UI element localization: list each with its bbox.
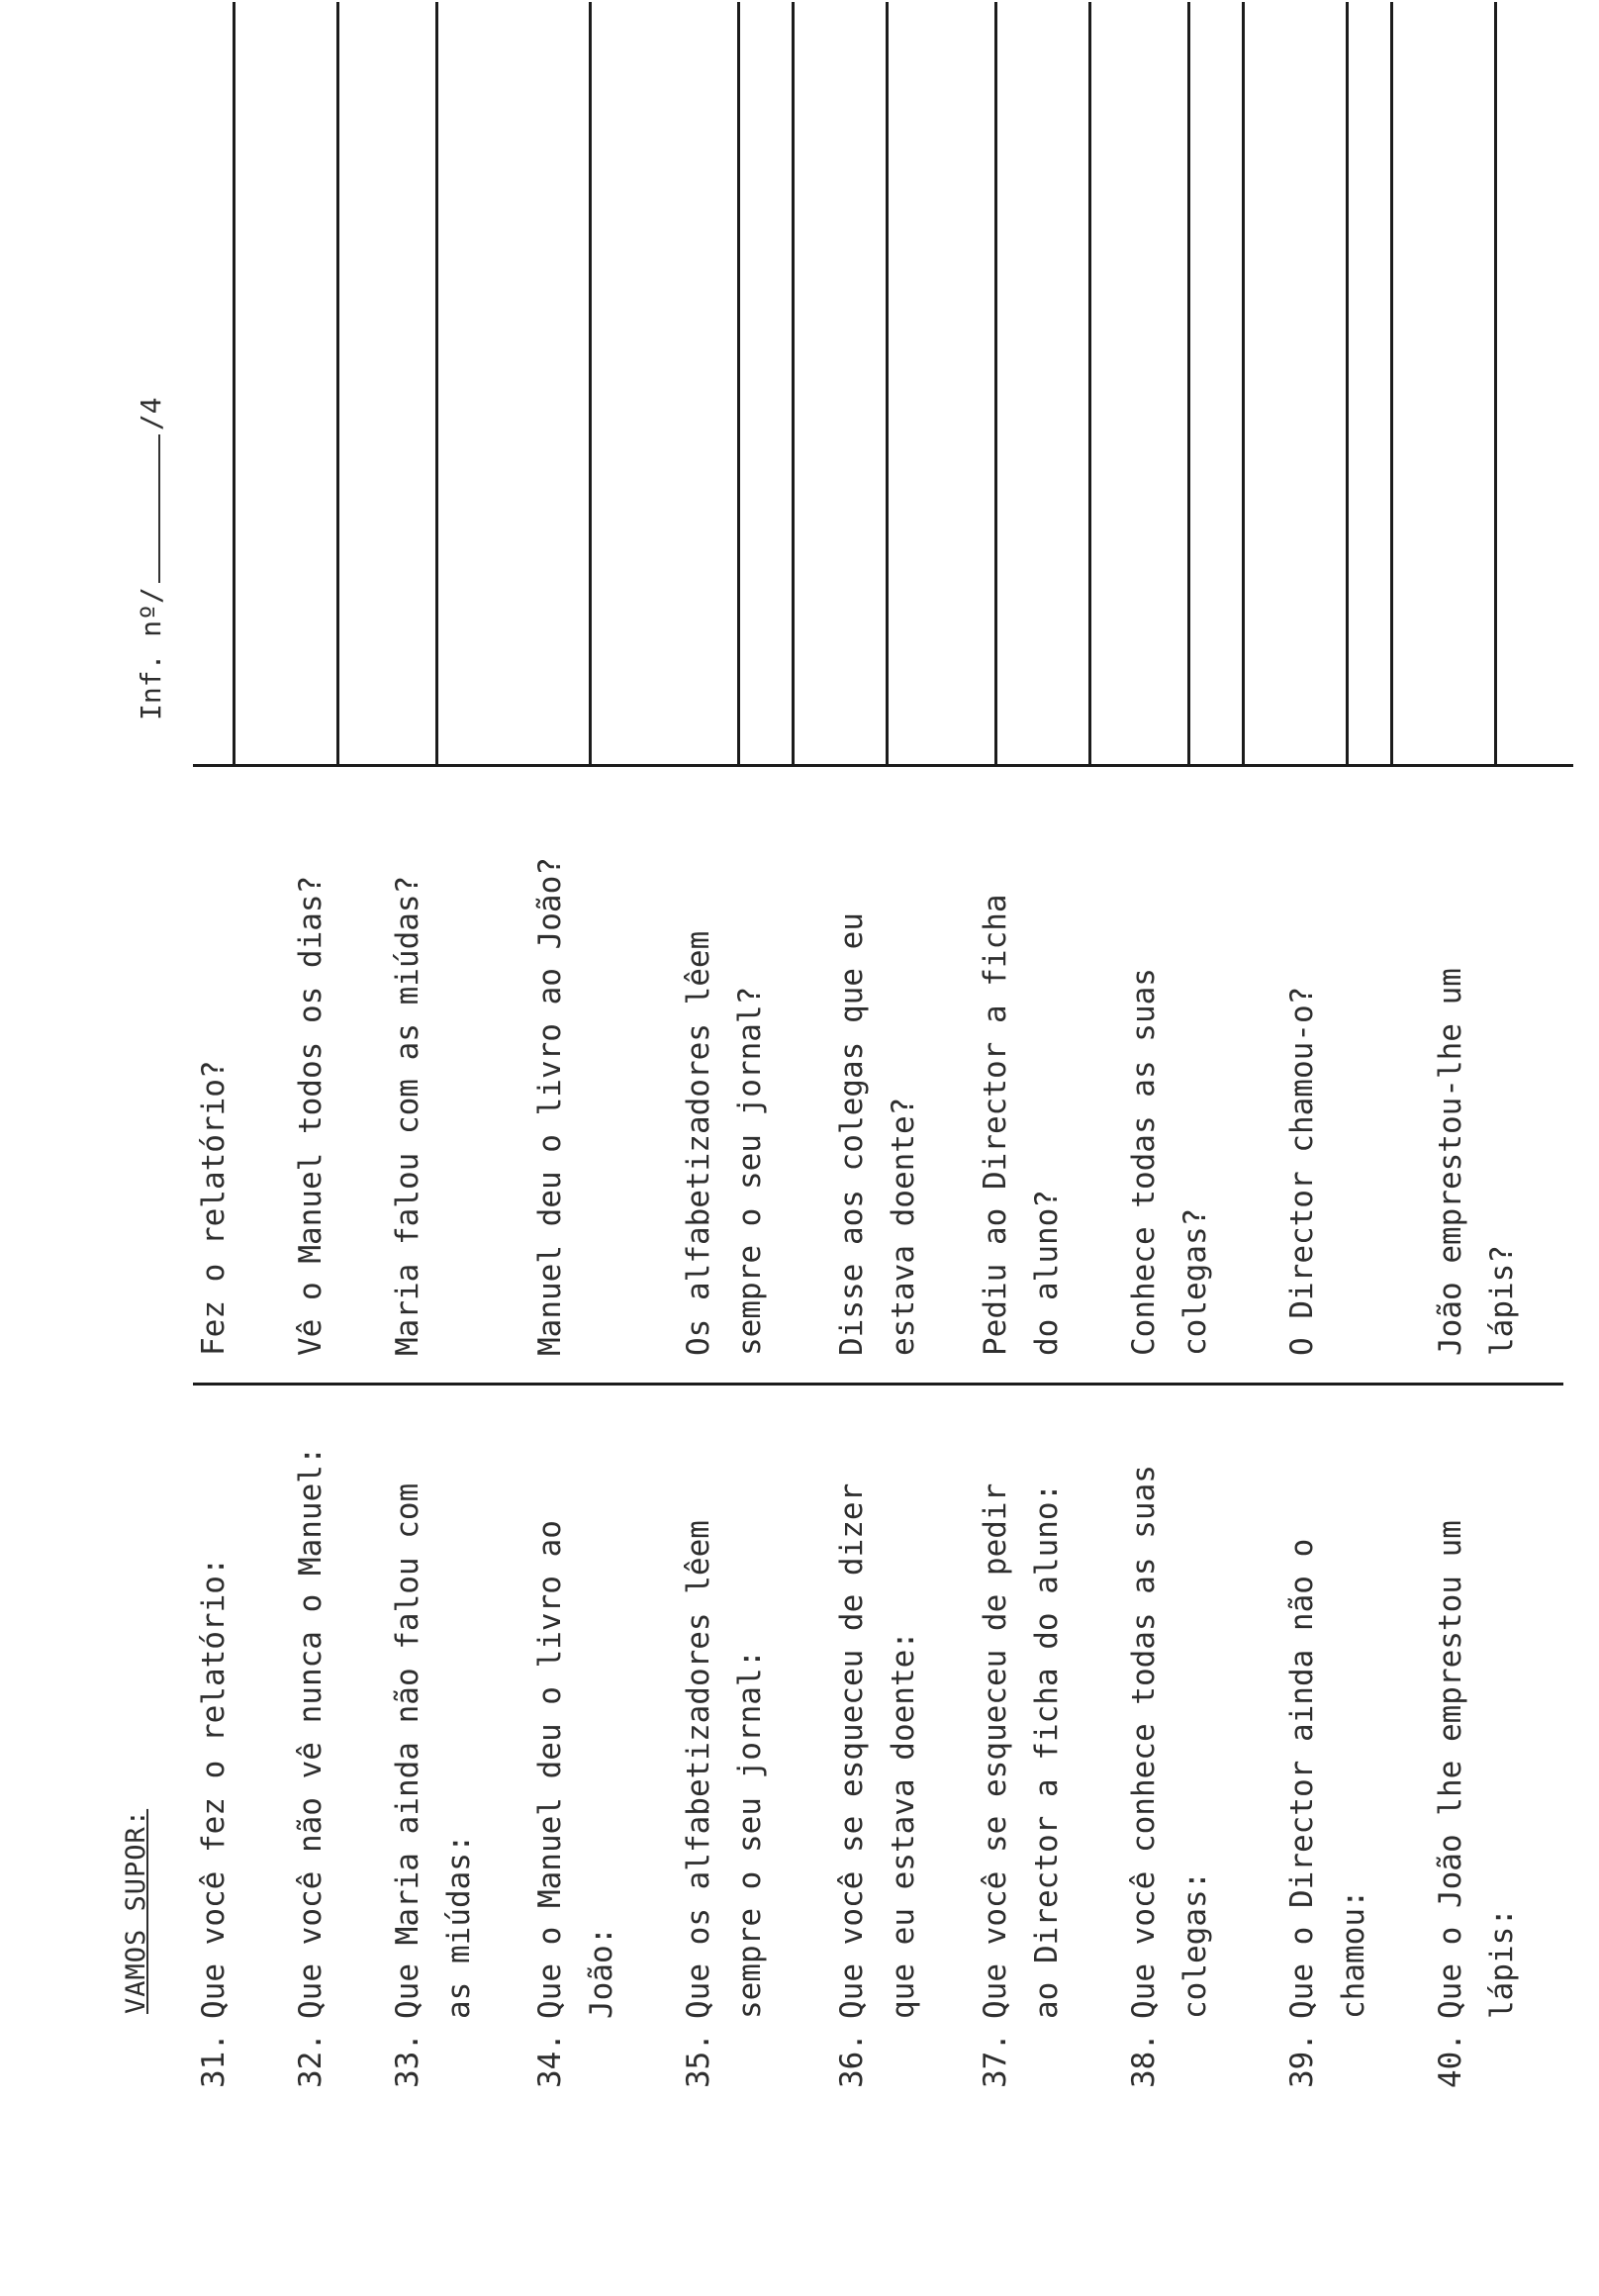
answer-line: Conhece todas as suas xyxy=(1126,968,1162,1356)
prompt-line-row xyxy=(1021,1483,1073,2088)
informant-number-blank[interactable] xyxy=(156,434,160,583)
response-grid-line xyxy=(1187,2,1190,764)
informant-label-suffix: /4 xyxy=(135,397,167,431)
prompt-line: Que o Director ainda não o xyxy=(1284,1538,1320,2019)
question-number: 40. xyxy=(1433,2033,1468,2088)
prompt-line-row xyxy=(524,1520,576,2088)
prompt-line: Que você se esqueceu de dizer xyxy=(834,1483,870,2019)
question-number: 37. xyxy=(978,2033,1013,2088)
prompt-line-row xyxy=(970,1483,1021,2088)
answer-line: Disse aos colegas que eu xyxy=(834,912,870,1356)
prompt-line: Que o João lhe emprestou um xyxy=(1433,1520,1468,2019)
prompt-text xyxy=(1276,1539,1379,2088)
answer-line: O Director chamou-o? xyxy=(1284,986,1320,1356)
prompt-line: chamou: xyxy=(1336,1889,1371,2019)
prompt-line: as miúdas: xyxy=(441,1834,477,2019)
response-grid-line xyxy=(435,2,438,764)
prompt-line: lápis: xyxy=(1484,1908,1520,2019)
answer-line: João emprestou-lhe um xyxy=(1433,968,1468,1356)
response-grid-line xyxy=(1494,2,1497,764)
question-number: 36. xyxy=(834,2033,870,2088)
answer-line: colegas? xyxy=(1177,1207,1213,1356)
informant-number-label xyxy=(135,397,167,720)
prompt-text xyxy=(1118,1465,1221,2088)
expected-answer xyxy=(673,931,776,1356)
prompt-line-row xyxy=(1276,1539,1328,2088)
expected-answer xyxy=(970,894,1073,1356)
answer-line: Vê o Manuel todos os dias? xyxy=(293,875,329,1356)
response-grid-line xyxy=(792,2,795,764)
prompt-line-row xyxy=(1170,1465,1221,2088)
prompt-line: sempre o seu jornal: xyxy=(732,1649,768,2019)
prompt-line: Que você conhece todas as suas xyxy=(1126,1465,1162,2019)
question-number: 32. xyxy=(293,2033,329,2088)
prompt-text xyxy=(826,1483,929,2088)
prompt-line: ao Director a ficha do aluno: xyxy=(1029,1483,1065,2019)
prompt-line: João: xyxy=(584,1926,619,2019)
prompt-line: que eu estava doente: xyxy=(886,1631,921,2019)
expected-answer xyxy=(1118,968,1221,1356)
prompt-line-row xyxy=(382,1483,433,2088)
prompt-text xyxy=(285,1446,336,2088)
informant-label-prefix: Inf. nº/ xyxy=(135,587,167,720)
response-grid-line xyxy=(1346,2,1349,764)
response-grid-line xyxy=(994,2,997,764)
column-divider xyxy=(193,1383,1563,1386)
prompt-line-row xyxy=(188,1557,239,2088)
prompt-line-row xyxy=(576,1520,627,2088)
expected-answer xyxy=(826,912,929,1356)
expected-answer xyxy=(1425,968,1528,1356)
response-grid-line xyxy=(233,2,235,764)
response-grid-line xyxy=(1088,2,1091,764)
answer-line: Os alfabetizadores lêem xyxy=(681,930,716,1356)
prompt-line-row xyxy=(285,1446,336,2088)
prompt-line-row xyxy=(433,1483,485,2088)
prompt-line-row xyxy=(1425,1520,1476,2088)
prompt-line-row xyxy=(826,1483,878,2088)
prompt-text xyxy=(188,1557,239,2088)
response-grid-line xyxy=(886,2,889,764)
prompt-line-row xyxy=(1118,1465,1170,2088)
response-grid-line xyxy=(336,2,339,764)
expected-answer xyxy=(188,1060,239,1356)
question-number: 33. xyxy=(390,2033,425,2088)
prompt-line: Que o Manuel deu o livro ao xyxy=(532,1520,568,2019)
prompt-line: Que você fez o relatório: xyxy=(196,1557,232,2019)
question-number: 34. xyxy=(532,2033,568,2088)
answer-line: Fez o relatório? xyxy=(196,1060,232,1356)
answer-line: sempre o seu jornal? xyxy=(732,986,768,1356)
prompt-line: colegas: xyxy=(1177,1870,1213,2019)
response-grid-line xyxy=(737,2,740,764)
answer-line: Manuel deu o livro ao João? xyxy=(532,857,568,1356)
prompt-line: Que você se esqueceu de pedir xyxy=(978,1483,1013,2019)
response-grid-line xyxy=(589,2,592,764)
prompt-line-row xyxy=(724,1520,776,2088)
question-number: 39. xyxy=(1284,2033,1320,2088)
prompt-text xyxy=(970,1483,1073,2088)
question-number: 38. xyxy=(1126,2033,1162,2088)
question-number: 31. xyxy=(196,2033,232,2088)
answer-line: estava doente? xyxy=(886,1097,921,1356)
prompt-line: Que Maria ainda não falou com xyxy=(390,1483,425,2019)
expected-answer xyxy=(382,876,433,1356)
answer-line: Maria falou com as miúdas? xyxy=(390,875,425,1356)
answer-line: lápis? xyxy=(1484,1245,1520,1356)
prompt-text xyxy=(1425,1520,1528,2088)
response-grid-line xyxy=(1390,2,1393,764)
question-number: 35. xyxy=(681,2033,716,2088)
expected-answer xyxy=(285,876,336,1356)
prompt-text xyxy=(382,1483,485,2088)
expected-answer xyxy=(524,857,576,1356)
prompt-line-row xyxy=(1328,1539,1379,2088)
section-heading: VAMOS SUPOR: xyxy=(121,1808,151,2014)
answer-line: do aluno? xyxy=(1029,1190,1065,1356)
response-grid-divider xyxy=(193,764,1573,767)
prompt-line: Que os alfabetizadores lêem xyxy=(681,1520,716,2019)
prompt-text xyxy=(673,1520,776,2088)
prompt-line-row xyxy=(673,1520,724,2088)
prompt-text xyxy=(524,1520,627,2088)
expected-answer xyxy=(1276,987,1328,1356)
prompt-line: Que você não vê nunca o Manuel: xyxy=(293,1446,329,2019)
answer-line: Pediu ao Director a ficha xyxy=(978,894,1013,1356)
prompt-line-row xyxy=(878,1483,929,2088)
response-grid-line xyxy=(1242,2,1245,764)
prompt-line-row xyxy=(1476,1520,1528,2088)
